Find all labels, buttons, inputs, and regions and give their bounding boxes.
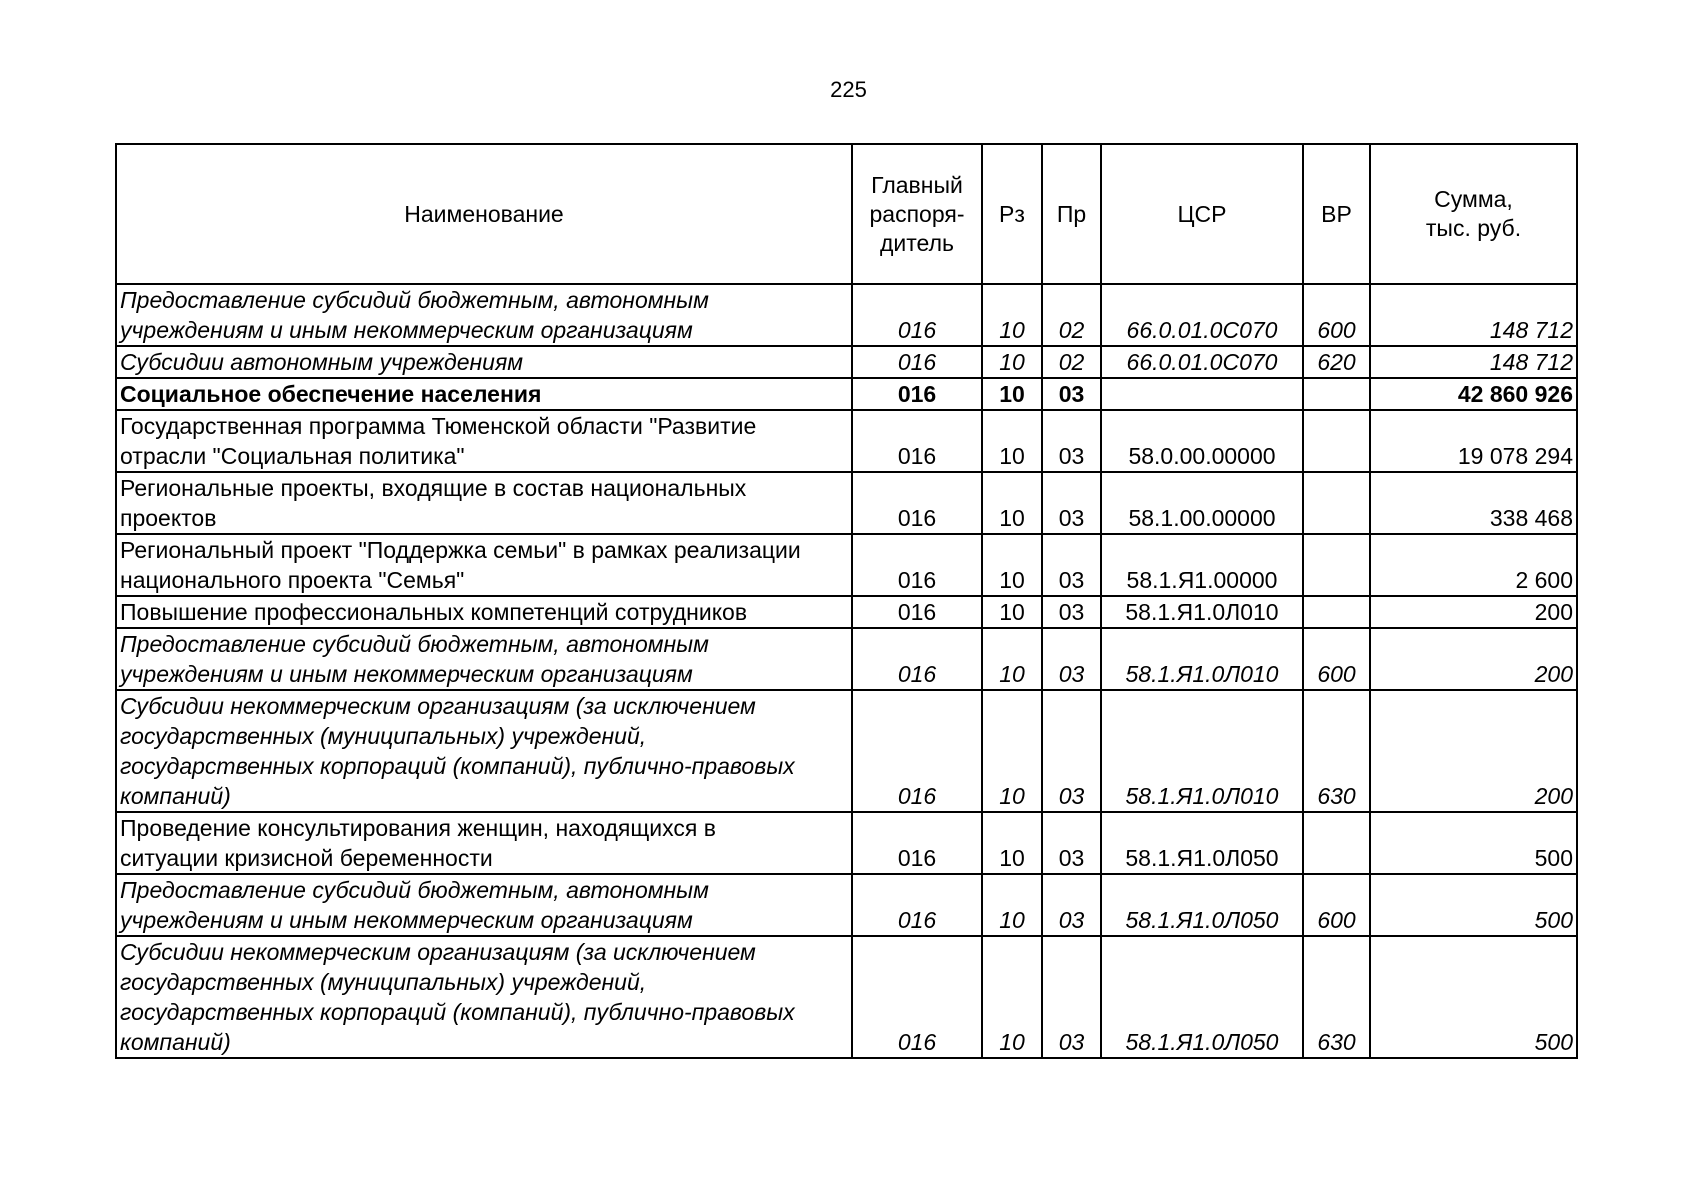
cell-vr: [1303, 534, 1370, 596]
page-number: 225: [830, 77, 867, 102]
cell-name: Государственная программа Тюменской области "Развитие отрасли "Социальная политика": [116, 410, 852, 472]
budget-table: [115, 143, 1578, 1059]
cell-rz: 10: [982, 378, 1042, 410]
table-row: [116, 472, 1577, 534]
cell-csr: 58.1.Я1.0Л010: [1101, 628, 1303, 690]
cell-rz: 10: [982, 874, 1042, 936]
cell-sum: 148 712: [1370, 284, 1577, 346]
cell-pr: 03: [1042, 812, 1101, 874]
cell-pr: 03: [1042, 936, 1101, 1058]
cell-main-manager: 016: [852, 410, 982, 472]
cell-vr: [1303, 812, 1370, 874]
cell-name: Предоставление субсидий бюджетным, автономным учреждениям и иным некоммерческим организациям: [116, 874, 852, 936]
cell-vr: [1303, 472, 1370, 534]
table-row: [116, 378, 1577, 410]
cell-vr: 630: [1303, 936, 1370, 1058]
cell-csr: 58.0.00.00000: [1101, 410, 1303, 472]
cell-main-manager: 016: [852, 812, 982, 874]
cell-rz: 10: [982, 812, 1042, 874]
cell-sum: 338 468: [1370, 472, 1577, 534]
cell-pr: 03: [1042, 874, 1101, 936]
header-name: Наименование: [116, 144, 852, 284]
cell-csr: 66.0.01.0С070: [1101, 284, 1303, 346]
cell-sum: 200: [1370, 596, 1577, 628]
table-row: [116, 812, 1577, 874]
cell-csr: 58.1.Я1.0Л050: [1101, 812, 1303, 874]
table-body: [116, 284, 1577, 1058]
cell-sum: 148 712: [1370, 346, 1577, 378]
cell-rz: 10: [982, 472, 1042, 534]
cell-vr: 600: [1303, 874, 1370, 936]
cell-csr: 58.1.00.00000: [1101, 472, 1303, 534]
cell-name: Региональные проекты, входящие в состав национальных проектов: [116, 472, 852, 534]
cell-csr: 58.1.Я1.0Л010: [1101, 690, 1303, 812]
table-row: [116, 936, 1577, 1058]
cell-sum: 200: [1370, 628, 1577, 690]
cell-sum: 42 860 926: [1370, 378, 1577, 410]
table-row: [116, 346, 1577, 378]
cell-rz: 10: [982, 936, 1042, 1058]
cell-pr: 03: [1042, 690, 1101, 812]
cell-sum: 200: [1370, 690, 1577, 812]
cell-vr: [1303, 410, 1370, 472]
cell-name: Региональный проект "Поддержка семьи" в рамках реализации национального проекта "Семья": [116, 534, 852, 596]
cell-vr: [1303, 378, 1370, 410]
cell-main-manager: 016: [852, 378, 982, 410]
cell-vr: [1303, 596, 1370, 628]
cell-sum: 500: [1370, 812, 1577, 874]
table-row: [116, 874, 1577, 936]
cell-csr: 66.0.01.0С070: [1101, 346, 1303, 378]
cell-rz: 10: [982, 534, 1042, 596]
cell-rz: 10: [982, 346, 1042, 378]
cell-csr: 58.1.Я1.0Л050: [1101, 936, 1303, 1058]
cell-main-manager: 016: [852, 472, 982, 534]
cell-rz: 10: [982, 596, 1042, 628]
cell-sum: 500: [1370, 936, 1577, 1058]
table-row: [116, 534, 1577, 596]
table-row: [116, 410, 1577, 472]
cell-rz: 10: [982, 690, 1042, 812]
cell-name: Субсидии некоммерческим организациям (за исключением государственных (муниципальных) учреждений, государственных корпораций (компаний), публично-правовых компаний): [116, 936, 852, 1058]
cell-pr: 02: [1042, 346, 1101, 378]
table-row: [116, 690, 1577, 812]
cell-sum: 2 600: [1370, 534, 1577, 596]
cell-name: Предоставление субсидий бюджетным, автономным учреждениям и иным некоммерческим организациям: [116, 628, 852, 690]
cell-pr: 03: [1042, 410, 1101, 472]
header-csr: ЦСР: [1101, 144, 1303, 284]
cell-csr: 58.1.Я1.00000: [1101, 534, 1303, 596]
cell-main-manager: 016: [852, 284, 982, 346]
cell-name: Социальное обеспечение населения: [116, 378, 852, 410]
cell-pr: 03: [1042, 472, 1101, 534]
cell-main-manager: 016: [852, 936, 982, 1058]
cell-vr: 600: [1303, 284, 1370, 346]
table-header-row: [116, 144, 1577, 284]
table-row: [116, 284, 1577, 346]
cell-csr: 58.1.Я1.0Л050: [1101, 874, 1303, 936]
cell-pr: 02: [1042, 284, 1101, 346]
cell-name: Проведение консультирования женщин, находящихся в ситуации кризисной беременности: [116, 812, 852, 874]
header-sum: Сумма, тыс. руб.: [1370, 144, 1577, 284]
header-vr: ВР: [1303, 144, 1370, 284]
cell-pr: 03: [1042, 378, 1101, 410]
cell-main-manager: 016: [852, 628, 982, 690]
cell-rz: 10: [982, 410, 1042, 472]
cell-rz: 10: [982, 628, 1042, 690]
cell-pr: 03: [1042, 596, 1101, 628]
cell-vr: 600: [1303, 628, 1370, 690]
cell-pr: 03: [1042, 534, 1101, 596]
cell-name: Повышение профессиональных компетенций сотрудников: [116, 596, 852, 628]
cell-sum: 19 078 294: [1370, 410, 1577, 472]
cell-vr: 620: [1303, 346, 1370, 378]
cell-csr: [1101, 378, 1303, 410]
header-main-manager: Главный распоря- дитель: [852, 144, 982, 284]
cell-main-manager: 016: [852, 534, 982, 596]
cell-pr: 03: [1042, 628, 1101, 690]
cell-main-manager: 016: [852, 346, 982, 378]
cell-rz: 10: [982, 284, 1042, 346]
table-row: [116, 628, 1577, 690]
cell-csr: 58.1.Я1.0Л010: [1101, 596, 1303, 628]
cell-name: Субсидии некоммерческим организациям (за исключением государственных (муниципальных) учреждений, государственных корпораций (компаний), публично-правовых компаний): [116, 690, 852, 812]
cell-vr: 630: [1303, 690, 1370, 812]
header-rz: Рз: [982, 144, 1042, 284]
table-row: [116, 596, 1577, 628]
cell-sum: 500: [1370, 874, 1577, 936]
header-pr: Пр: [1042, 144, 1101, 284]
cell-name: Субсидии автономным учреждениям: [116, 346, 852, 378]
cell-main-manager: 016: [852, 596, 982, 628]
cell-main-manager: 016: [852, 690, 982, 812]
cell-name: Предоставление субсидий бюджетным, автономным учреждениям и иным некоммерческим организациям: [116, 284, 852, 346]
cell-main-manager: 016: [852, 874, 982, 936]
